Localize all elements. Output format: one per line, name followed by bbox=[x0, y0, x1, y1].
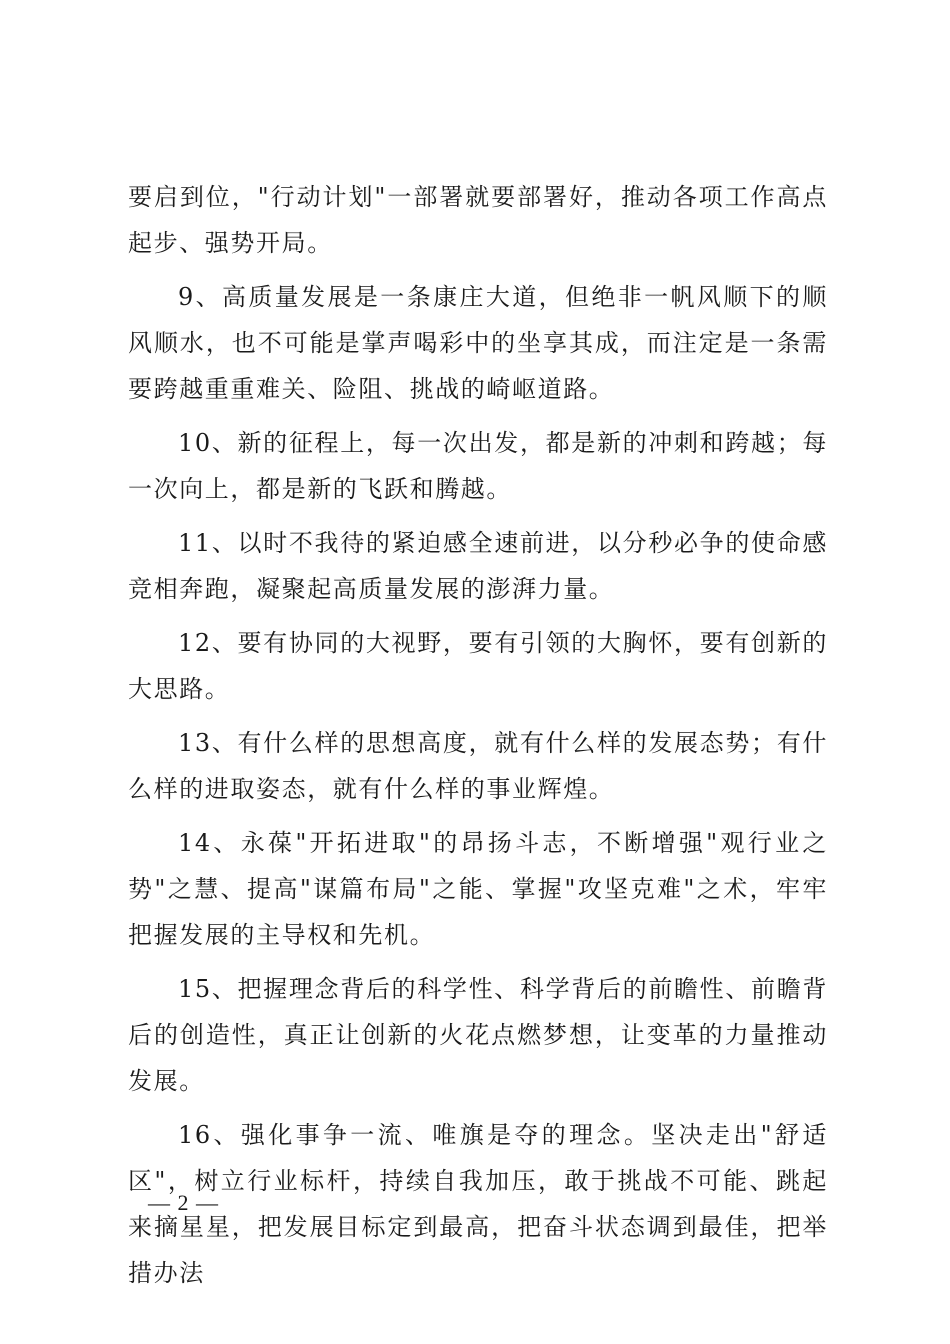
paragraph-11: 11、以时不我待的紧迫感全速前进，以分秒必争的使命感竞相奔跑，凝聚起高质量发展的澎湃力量。 bbox=[128, 529, 828, 603]
paragraph-16: 16、强化事争一流、唯旗是夺的理念。坚决走出"舒适区"，树立行业标杆，持续自我加压，敢于挑战不可能、跳起来摘星星，把发展目标定到最高，把奋斗状态调到最佳，把举措办法 bbox=[128, 1121, 828, 1287]
paragraph-12: 12、要有协同的大视野，要有引领的大胸怀，要有创新的大思路。 bbox=[128, 629, 828, 703]
paragraph-13: 13、有什么样的思想高度，就有什么样的发展态势；有什么样的进取姿态，就有什么样的事业辉煌。 bbox=[128, 729, 828, 803]
paragraph-continued: 要启到位，"行动计划"一部署就要部署好，推动各项工作高点起步、强势开局。 bbox=[128, 183, 828, 257]
paragraph-14: 14、永葆"开拓进取"的昂扬斗志，不断增强"观行业之势"之慧、提高"谋篇布局"之能、掌握"攻坚克难"之术，牢牢把握发展的主导权和先机。 bbox=[128, 829, 828, 949]
document-body bbox=[128, 174, 828, 1304]
paragraph-9: 9、高质量发展是一条康庄大道，但绝非一帆风顺下的顺风顺水，也不可能是掌声喝彩中的坐享其成，而注定是一条需要跨越重重难关、险阻、挑战的崎岖道路。 bbox=[128, 283, 828, 403]
paragraph-10: 10、新的征程上，每一次出发，都是新的冲刺和跨越；每一次向上，都是新的飞跃和腾越。 bbox=[128, 429, 828, 503]
page-number: — 2 — bbox=[148, 1190, 219, 1215]
paragraph-15: 15、把握理念背后的科学性、科学背后的前瞻性、前瞻背后的创造性，真正让创新的火花点燃梦想，让变革的力量推动发展。 bbox=[128, 975, 828, 1095]
